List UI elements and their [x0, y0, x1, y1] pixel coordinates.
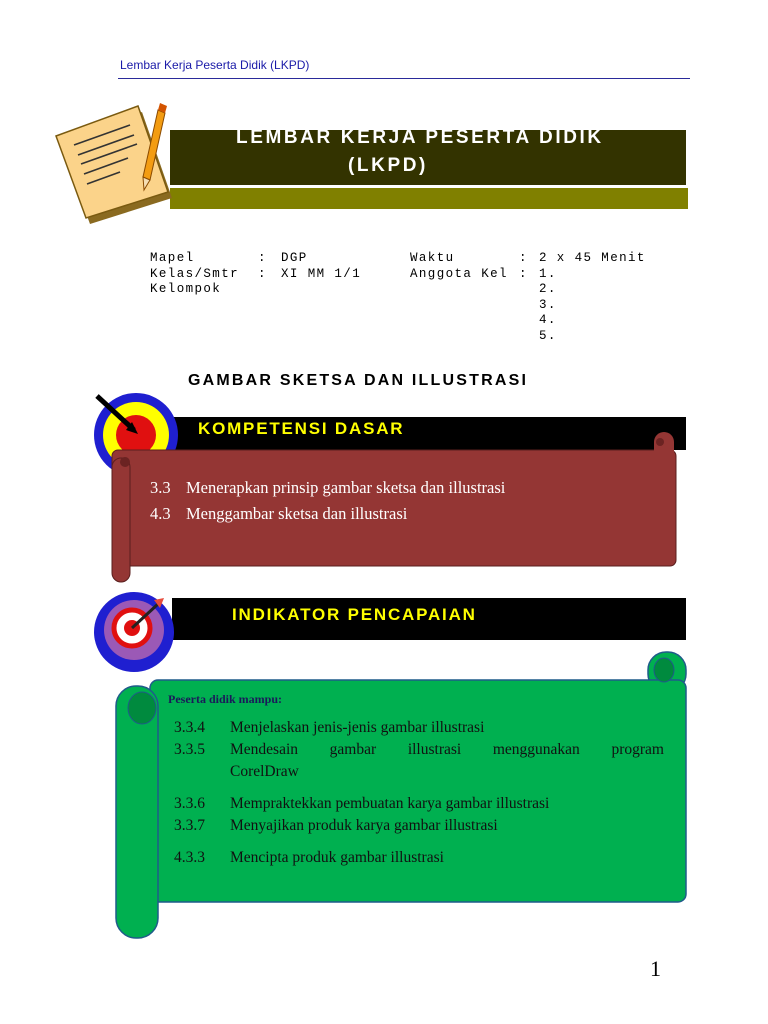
mapel-value: DGP [281, 251, 308, 265]
kelas-value: XI MM 1/1 [281, 266, 362, 281]
indikator-item: 3.3.6 Mempraktekkan pembuatan karya gambar illustrasi [174, 795, 550, 812]
info-labels-right [410, 251, 508, 282]
mapel-label: Mapel [150, 251, 195, 265]
page-title [236, 124, 656, 180]
anggota-item: 4. [539, 313, 557, 327]
kelas-label: Kelas/Smtr [150, 266, 240, 281]
page-number: 1 [650, 956, 661, 981]
indikator-heading: INDIKATOR PENCAPAIAN [232, 605, 477, 624]
indikator-item-continued: CorelDraw [230, 763, 299, 780]
notepad-pencil-icon [50, 100, 180, 230]
waktu-label: Waktu [410, 251, 455, 265]
indikator-item: 3.3.7 Menyajikan produk karya gambar illustrasi [174, 817, 498, 834]
anggota-item: 1. [539, 266, 557, 281]
colon: : [519, 266, 528, 281]
document-header: Lembar Kerja Peserta Didik (LKPD) [120, 58, 310, 72]
colon: : [258, 251, 267, 265]
kompetensi-heading: KOMPETENSI DASAR [198, 419, 405, 438]
kelompok-label: Kelompok [150, 282, 222, 296]
indikator-item: 3.3.5 Mendesain gambar illustrasi menggunakan program [174, 741, 664, 758]
colon: : [519, 251, 528, 265]
indikator-item: 3.3.4 Menjelaskan jenis-jenis gambar illustrasi [174, 719, 485, 736]
anggota-item: 5. [539, 328, 557, 343]
indikator-item: 4.3.3 Mencipta produk gambar illustrasi [174, 849, 444, 866]
waktu-value: 2 x 45 Menit [539, 251, 646, 265]
info-values-left [281, 251, 361, 282]
indikator-intro: Peserta didik mampu: [168, 692, 282, 706]
title-stripe [170, 188, 688, 209]
anggota-label: Anggota Kel [410, 266, 508, 281]
info-labels [150, 251, 239, 298]
colon: : [258, 266, 267, 281]
info-colons-left [258, 251, 267, 282]
kompetensi-item: 4.3 Menggambar sketsa dan illustrasi [150, 504, 408, 523]
anggota-item: 3. [539, 297, 557, 312]
info-values-right [539, 251, 646, 344]
anggota-item: 2. [539, 282, 557, 296]
header-divider [118, 78, 690, 79]
topic-heading: GAMBAR SKETSA DAN ILLUSTRASI [188, 372, 529, 389]
page-title-line2: (LKPD) [348, 155, 428, 176]
page-title-line1: LEMBAR KERJA PESERTA DIDIK [236, 127, 604, 148]
kompetensi-list [150, 475, 505, 527]
indikator-list [174, 717, 664, 869]
info-colons-right [519, 251, 528, 282]
kompetensi-item: 3.3 Menerapkan prinsip gambar sketsa dan illustrasi [150, 478, 506, 497]
